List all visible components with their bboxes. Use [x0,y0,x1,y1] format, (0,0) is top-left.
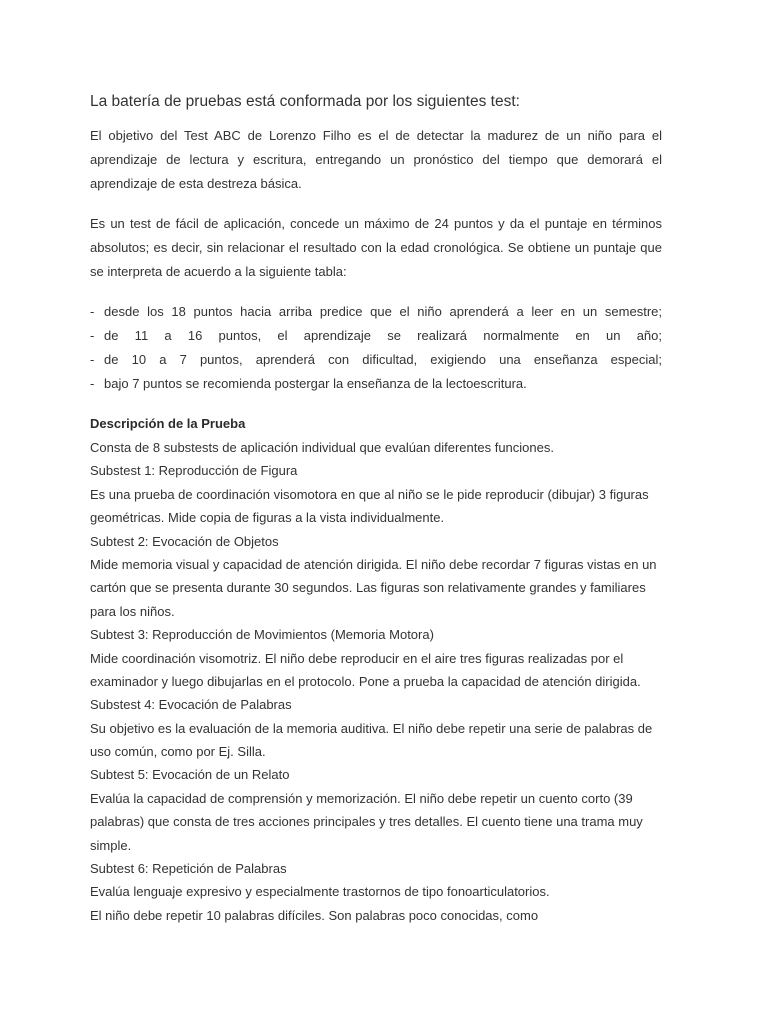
text-line: El niño debe repetir 10 palabras difíciles. Son palabras poco conocidas, como [90,907,539,923]
subtest-heading: Substest 4: Evocación de Palabras [90,697,292,713]
text-line: Evalúa lenguaje expresivo y especialmente trastornos de tipo fonoarticulatorios. [90,884,550,900]
text-line: geométricas. Mide copia de figuras a la vista individualmente. [90,510,445,526]
page-heading: La batería de pruebas está conformada por los siguientes test: [90,93,520,110]
text-line: uso común, como por Ej. Silla. [90,744,266,760]
text-line: cartón que se presenta durante 30 segundos. Las figuras son relativamente grandes y familiares [90,580,646,596]
list-item [90,348,662,372]
text-line: Es una prueba de coordinación visomotora en que al niño se le pide reproducir (dibujar) 3 figuras [90,486,649,502]
text-line: Consta de 8 substests de aplicación individual que evalúan diferentes funciones. [90,440,554,455]
description-body [90,436,670,927]
text-line: simple. [90,837,132,853]
paragraph-application: Es un test de fácil de aplicación, concede un máximo de 24 puntos y da el puntaje en términos absolutos; es decir, sin relacionar el resultado con la edad cronológica. Se obtiene un puntaje que se interpreta de acuerdo a la siguiente tabla: [90,216,662,279]
text-line: palabras) que consta de tres acciones principales y tres detalles. El cuento tiene una trama muy [90,814,643,830]
subtest-heading: Subtest 3: Reproducción de Movimientos (Memoria Motora) [90,627,434,643]
text-line: Evalúa la capacidad de comprensión y memorización. El niño debe repetir un cuento corto (39 [90,790,633,806]
text-line: Mide memoria visual y capacidad de atención dirigida. El niño debe recordar 7 figuras vistas en un [90,556,657,572]
list-dash: - [90,376,95,391]
list-item-text: de 10 a 7 puntos, aprenderá con dificultad, exigiendo una enseñanza especial; [104,352,662,367]
list-item [90,324,662,348]
text-line: Mide coordinación visomotriz. El niño debe reproducir en el aire tres figuras realizadas por el [90,650,624,666]
list-item-text: de 11 a 16 puntos, el aprendizaje se realizará normalmente en un año; [104,328,662,343]
paragraph-objective: El objetivo del Test ABC de Lorenzo Filho es el de detectar la madurez de un niño para el aprendizaje de lectura y escritura, entregando un pronóstico del tiempo que demorará el aprendizaje de esta destreza básica. [90,128,662,191]
list-dash: - [90,352,95,367]
list-item [90,372,662,396]
section-title: Descripción de la Prueba [90,416,246,431]
list-dash: - [90,304,95,319]
list-dash: - [90,328,95,343]
text-line: Su objetivo es la evaluación de la memoria auditiva. El niño debe repetir una serie de palabras de [90,720,653,736]
subtest-heading: Subtest 2: Evocación de Objetos [90,533,279,549]
list-item-text: desde los 18 puntos hacia arriba predice que el niño aprenderá a leer en un semestre; [104,304,662,319]
list-item-text: bajo 7 puntos se recomienda postergar la enseñanza de la lectoescritura. [104,376,527,391]
text-line: para los niños. [90,603,175,619]
list-item [90,300,662,324]
subtest-heading: Substest 1: Reproducción de Figura [90,463,298,479]
score-table-list [90,300,662,396]
text-line: examinador y luego dibujarlas en el protocolo. Pone a prueba la capacidad de atención dirigida. [90,673,641,689]
subtest-heading: Subtest 6: Repetición de Palabras [90,861,287,877]
subtest-heading: Subtest 5: Evocación de un Relato [90,767,290,783]
